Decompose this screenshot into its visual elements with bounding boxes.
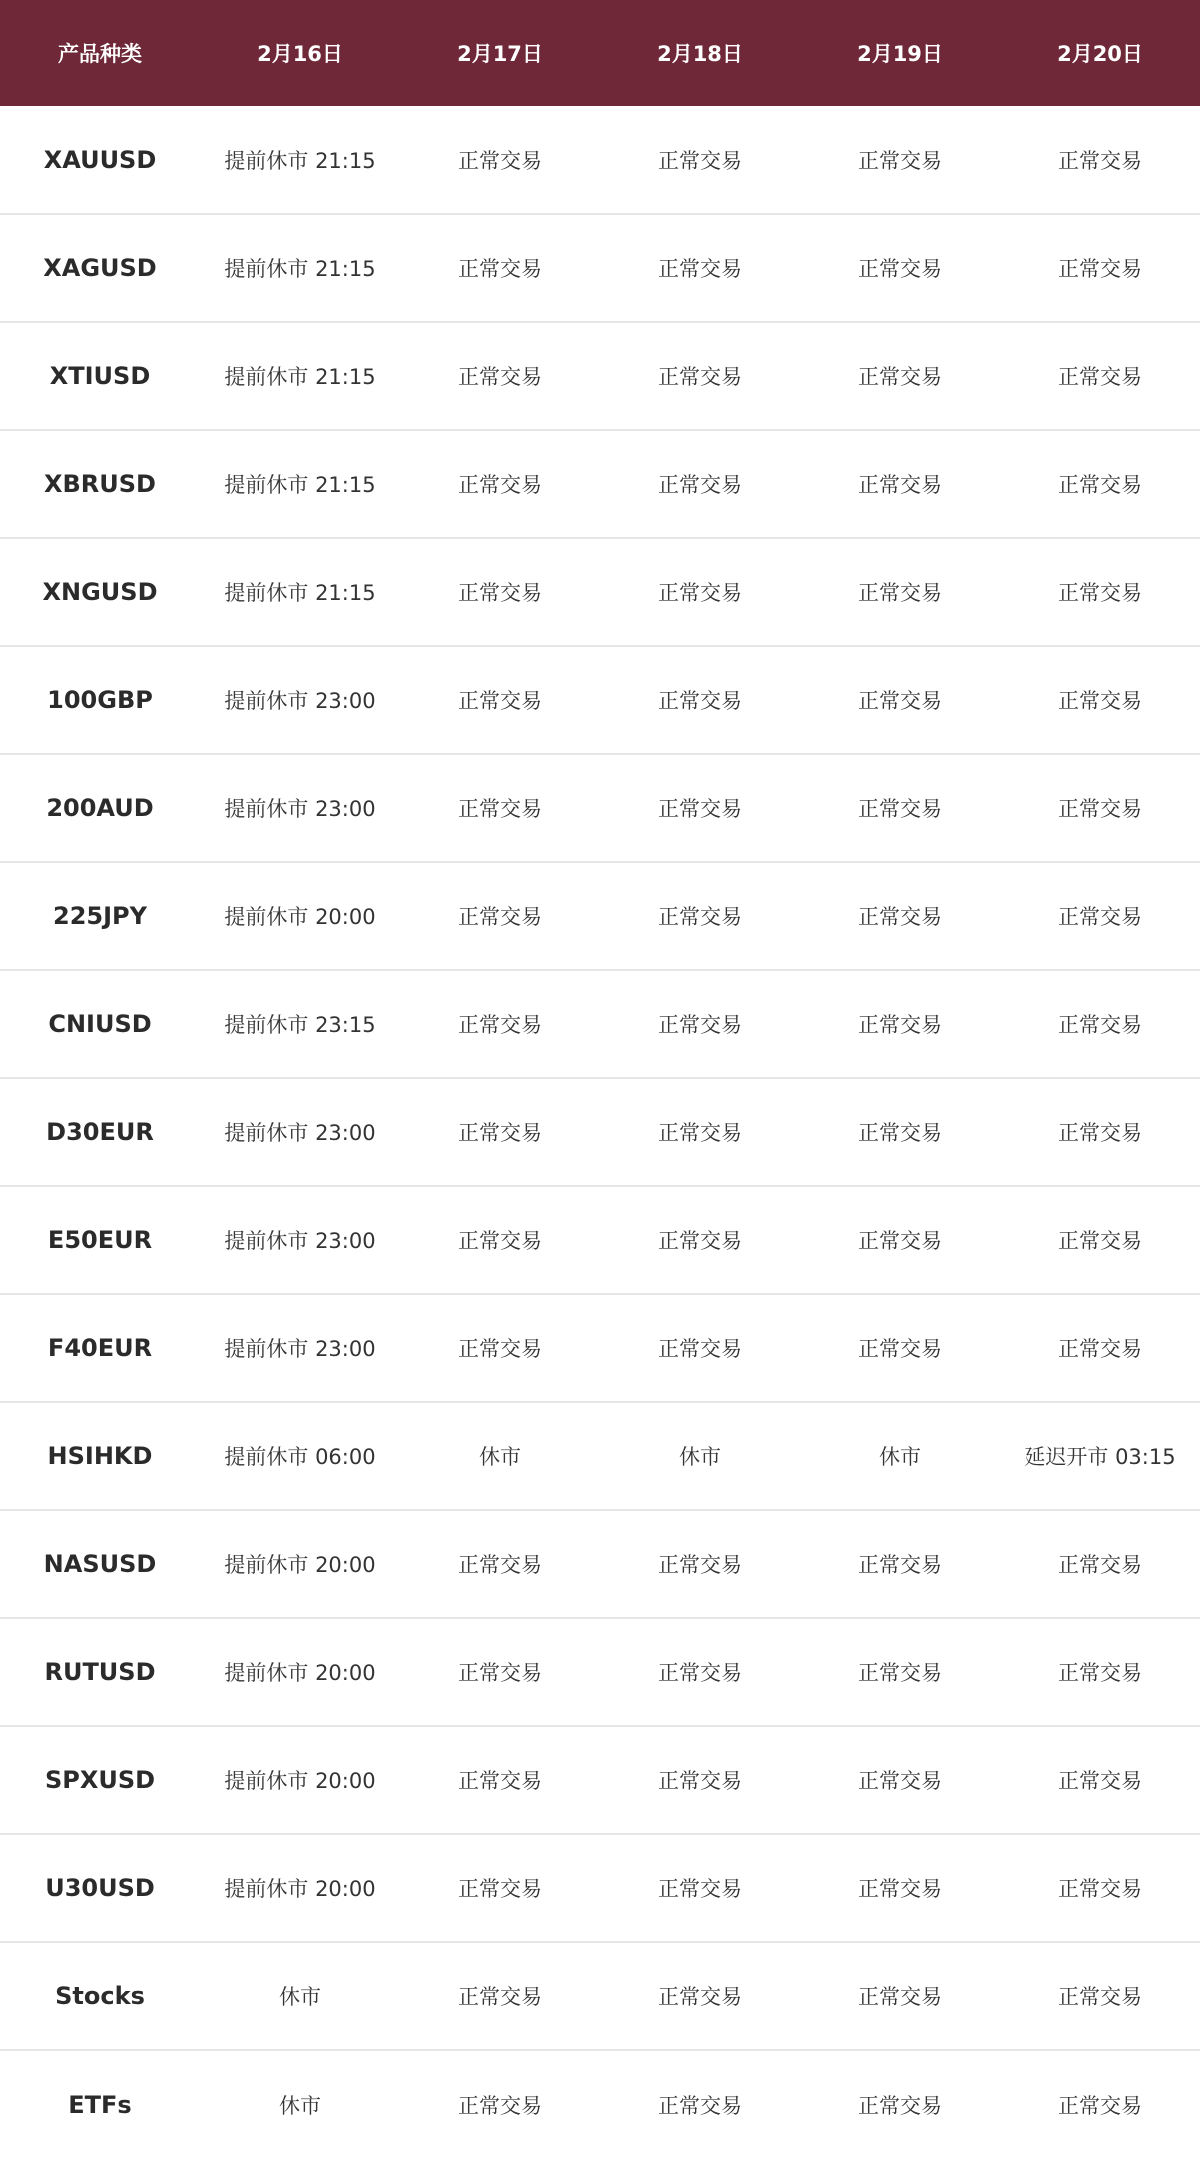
schedule-status-cell: 正常交易 xyxy=(400,1942,600,2050)
product-name-cell: CNIUSD xyxy=(0,970,200,1078)
table-row xyxy=(0,106,1200,214)
schedule-status-cell: 正常交易 xyxy=(1000,1834,1200,1942)
column-header-date: 2月20日 xyxy=(1057,42,1143,66)
schedule-status-cell: 休市 xyxy=(400,1402,600,1510)
schedule-status-cell: 正常交易 xyxy=(800,646,1000,754)
schedule-status-cell: 正常交易 xyxy=(400,214,600,322)
table-row xyxy=(0,1186,1200,1294)
schedule-status-cell: 提前休市 21:15 xyxy=(200,538,400,646)
schedule-status-cell: 正常交易 xyxy=(800,1726,1000,1834)
schedule-status-cell: 提前休市 23:00 xyxy=(200,646,400,754)
schedule-status-cell: 正常交易 xyxy=(600,1510,800,1618)
product-name-cell: NASUSD xyxy=(0,1510,200,1618)
table-row xyxy=(0,646,1200,754)
schedule-status-cell: 正常交易 xyxy=(400,862,600,970)
schedule-status-cell: 正常交易 xyxy=(800,430,1000,538)
product-name-cell: 100GBP xyxy=(0,646,200,754)
schedule-status-cell: 正常交易 xyxy=(800,1294,1000,1402)
schedule-status-cell: 正常交易 xyxy=(400,1618,600,1726)
schedule-status-cell: 正常交易 xyxy=(600,1078,800,1186)
schedule-status-cell: 正常交易 xyxy=(1000,1186,1200,1294)
schedule-status-cell: 提前休市 23:00 xyxy=(200,1294,400,1402)
table-row xyxy=(0,322,1200,430)
table-row xyxy=(0,970,1200,1078)
schedule-status-cell: 提前休市 20:00 xyxy=(200,1618,400,1726)
schedule-status-cell: 正常交易 xyxy=(400,430,600,538)
schedule-status-cell: 正常交易 xyxy=(658,2093,742,2118)
product-name-cell: 200AUD xyxy=(0,754,200,862)
table-row xyxy=(0,538,1200,646)
schedule-status-cell: 正常交易 xyxy=(1000,1726,1200,1834)
table-row xyxy=(0,862,1200,970)
schedule-status-cell: 正常交易 xyxy=(1000,106,1200,214)
product-name-cell: XAGUSD xyxy=(0,214,200,322)
product-name-cell: 225JPY xyxy=(0,862,200,970)
table-row xyxy=(0,754,1200,862)
schedule-status-cell: 提前休市 06:00 xyxy=(200,1402,400,1510)
product-name-cell: F40EUR xyxy=(0,1294,200,1402)
schedule-status-cell: 正常交易 xyxy=(1000,970,1200,1078)
column-header-date: 2月17日 xyxy=(457,42,543,66)
column-header-date: 2月18日 xyxy=(657,42,743,66)
schedule-status-cell: 正常交易 xyxy=(600,1294,800,1402)
product-name-cell: SPXUSD xyxy=(0,1726,200,1834)
product-name-cell: U30USD xyxy=(0,1834,200,1942)
schedule-status-cell: 正常交易 xyxy=(1000,862,1200,970)
schedule-status-cell: 正常交易 xyxy=(600,1942,800,2050)
schedule-status-cell: 休市 xyxy=(279,2093,321,2118)
column-header-date: 2月16日 xyxy=(257,42,343,66)
product-name-cell: XAUUSD xyxy=(0,106,200,214)
schedule-status-cell: 正常交易 xyxy=(800,538,1000,646)
table-row xyxy=(0,1402,1200,1510)
schedule-status-cell: 正常交易 xyxy=(400,322,600,430)
schedule-status-cell: 提前休市 21:15 xyxy=(200,214,400,322)
schedule-status-cell: 正常交易 xyxy=(458,2093,542,2118)
schedule-status-cell: 正常交易 xyxy=(1000,322,1200,430)
schedule-status-cell: 提前休市 20:00 xyxy=(200,862,400,970)
table-row xyxy=(0,2050,1200,2158)
schedule-status-cell: 正常交易 xyxy=(600,538,800,646)
schedule-status-cell: 正常交易 xyxy=(1000,1294,1200,1402)
schedule-status-cell: 正常交易 xyxy=(600,970,800,1078)
schedule-status-cell: 正常交易 xyxy=(858,2093,942,2118)
schedule-status-cell: 正常交易 xyxy=(400,1186,600,1294)
schedule-status-cell: 正常交易 xyxy=(800,214,1000,322)
schedule-status-cell: 正常交易 xyxy=(600,430,800,538)
product-name-cell: Stocks xyxy=(0,1942,200,2050)
table-row xyxy=(0,430,1200,538)
schedule-status-cell: 正常交易 xyxy=(600,862,800,970)
schedule-status-cell: 正常交易 xyxy=(1000,214,1200,322)
schedule-status-cell: 提前休市 23:15 xyxy=(200,970,400,1078)
schedule-status-cell: 正常交易 xyxy=(600,1186,800,1294)
table-row xyxy=(0,1078,1200,1186)
schedule-status-cell: 正常交易 xyxy=(800,1618,1000,1726)
schedule-status-cell: 提前休市 23:00 xyxy=(200,1078,400,1186)
schedule-status-cell: 正常交易 xyxy=(400,1078,600,1186)
table-body xyxy=(0,106,1200,2158)
table-row xyxy=(0,214,1200,322)
product-name-cell: XNGUSD xyxy=(0,538,200,646)
column-header-date: 2月19日 xyxy=(857,42,943,66)
schedule-status-cell: 提前休市 20:00 xyxy=(200,1726,400,1834)
table-row xyxy=(0,1834,1200,1942)
schedule-status-cell: 提前休市 23:00 xyxy=(200,754,400,862)
schedule-status-cell: 正常交易 xyxy=(600,1618,800,1726)
schedule-status-cell: 正常交易 xyxy=(1000,646,1200,754)
table-row xyxy=(0,1618,1200,1726)
table-header xyxy=(0,0,1200,106)
table-row xyxy=(0,1726,1200,1834)
column-header-product: 产品种类 xyxy=(58,42,142,66)
schedule-status-cell: 提前休市 21:15 xyxy=(200,106,400,214)
schedule-status-cell: 正常交易 xyxy=(400,538,600,646)
schedule-status-cell: 正常交易 xyxy=(600,754,800,862)
schedule-status-cell: 正常交易 xyxy=(800,1510,1000,1618)
schedule-status-cell: 正常交易 xyxy=(600,214,800,322)
schedule-status-cell: 正常交易 xyxy=(400,1834,600,1942)
schedule-status-cell: 正常交易 xyxy=(600,1726,800,1834)
schedule-status-cell: 休市 xyxy=(800,1402,1000,1510)
schedule-status-cell: 正常交易 xyxy=(1000,1078,1200,1186)
schedule-status-cell: 正常交易 xyxy=(400,754,600,862)
schedule-status-cell: 正常交易 xyxy=(600,106,800,214)
product-name-cell: RUTUSD xyxy=(0,1618,200,1726)
table-row xyxy=(0,1294,1200,1402)
schedule-status-cell: 正常交易 xyxy=(600,1834,800,1942)
schedule-status-cell: 正常交易 xyxy=(800,754,1000,862)
table-row xyxy=(0,1942,1200,2050)
schedule-status-cell: 正常交易 xyxy=(1000,1510,1200,1618)
schedule-status-cell: 提前休市 21:15 xyxy=(200,430,400,538)
schedule-status-cell: 正常交易 xyxy=(600,322,800,430)
product-name-cell: D30EUR xyxy=(0,1078,200,1186)
schedule-status-cell: 提前休市 21:15 xyxy=(200,322,400,430)
schedule-status-cell: 正常交易 xyxy=(400,970,600,1078)
schedule-status-cell: 休市 xyxy=(600,1402,800,1510)
product-name-cell: XBRUSD xyxy=(0,430,200,538)
schedule-status-cell: 提前休市 20:00 xyxy=(200,1834,400,1942)
schedule-status-cell: 提前休市 23:00 xyxy=(200,1186,400,1294)
product-name-cell: XTIUSD xyxy=(0,322,200,430)
schedule-status-cell: 休市 xyxy=(200,1942,400,2050)
product-name-cell: E50EUR xyxy=(0,1186,200,1294)
schedule-status-cell: 正常交易 xyxy=(800,106,1000,214)
schedule-status-cell: 正常交易 xyxy=(800,322,1000,430)
schedule-status-cell: 正常交易 xyxy=(1000,1618,1200,1726)
schedule-status-cell: 正常交易 xyxy=(400,646,600,754)
schedule-status-cell: 正常交易 xyxy=(400,1726,600,1834)
schedule-status-cell: 正常交易 xyxy=(400,106,600,214)
schedule-status-cell: 正常交易 xyxy=(800,1834,1000,1942)
schedule-status-cell: 正常交易 xyxy=(800,862,1000,970)
schedule-status-cell: 正常交易 xyxy=(1058,2093,1142,2118)
schedule-status-cell: 正常交易 xyxy=(800,970,1000,1078)
header-row xyxy=(0,0,1200,106)
schedule-status-cell: 正常交易 xyxy=(600,646,800,754)
schedule-status-cell: 正常交易 xyxy=(800,1186,1000,1294)
schedule-status-cell: 提前休市 20:00 xyxy=(200,1510,400,1618)
schedule-status-cell: 正常交易 xyxy=(1000,538,1200,646)
schedule-status-cell: 正常交易 xyxy=(400,1294,600,1402)
schedule-status-cell: 正常交易 xyxy=(1000,754,1200,862)
schedule-status-cell: 正常交易 xyxy=(1000,1942,1200,2050)
product-name-cell: HSIHKD xyxy=(0,1402,200,1510)
table-row xyxy=(0,1510,1200,1618)
schedule-status-cell: 正常交易 xyxy=(800,1942,1000,2050)
schedule-status-cell: 延迟开市 03:15 xyxy=(1000,1402,1200,1510)
schedule-status-cell: 正常交易 xyxy=(400,1510,600,1618)
schedule-status-cell: 正常交易 xyxy=(800,1078,1000,1186)
schedule-status-cell: 正常交易 xyxy=(1000,430,1200,538)
product-name-cell: ETFs xyxy=(68,2090,132,2119)
